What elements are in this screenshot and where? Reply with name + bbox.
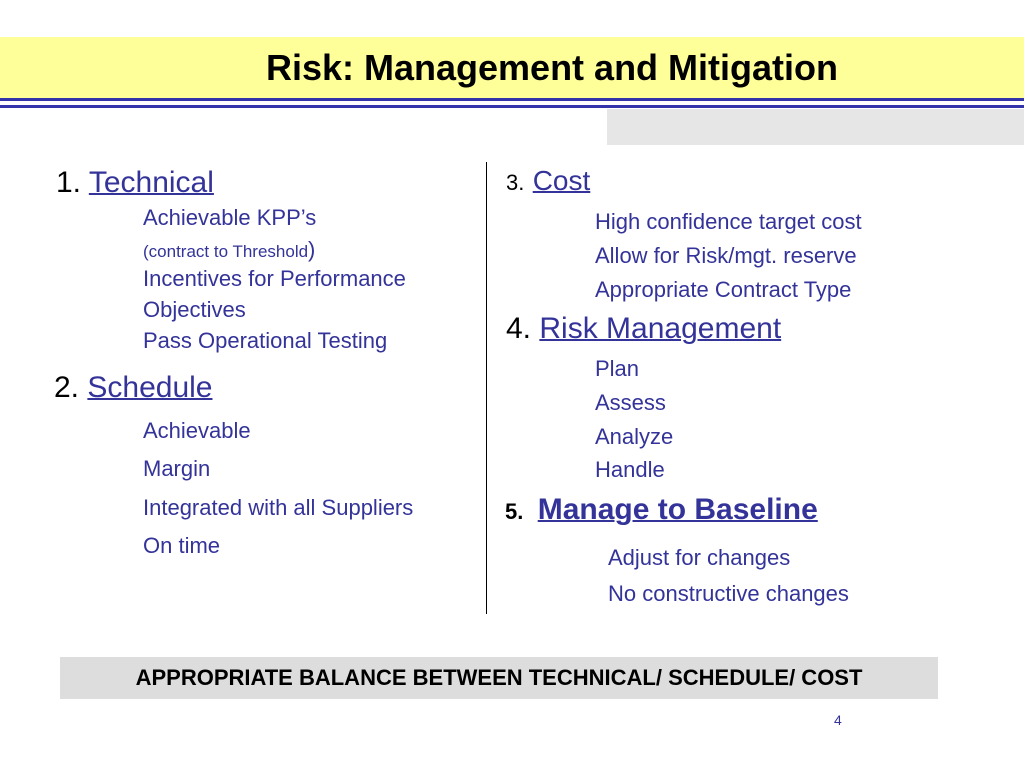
risk-item-assess: Assess bbox=[595, 390, 666, 415]
section-technical-label: Technical bbox=[88, 166, 214, 199]
page-number: 4 bbox=[834, 712, 842, 728]
baseline-item-adjust: Adjust for changes bbox=[608, 545, 791, 570]
cost-item-target: High confidence target cost bbox=[595, 209, 862, 234]
balance-banner: APPROPRIATE BALANCE BETWEEN TECHNICAL/ SCHEDULE/ COST bbox=[60, 657, 938, 699]
schedule-item-margin: Margin bbox=[143, 456, 211, 481]
section-number: 1. bbox=[56, 166, 82, 199]
section-baseline-heading bbox=[505, 493, 818, 529]
section-cost-heading bbox=[506, 164, 590, 200]
section-schedule-label: Schedule bbox=[87, 371, 213, 404]
technical-item-kpp: Achievable KPP’s bbox=[143, 205, 317, 230]
section-schedule-heading bbox=[54, 371, 212, 405]
schedule-item-suppliers: Integrated with all Suppliers bbox=[143, 495, 414, 520]
technical-item-incentives: Incentives for Performance bbox=[143, 266, 406, 291]
risk-item-plan: Plan bbox=[595, 356, 640, 381]
column-divider bbox=[486, 162, 487, 614]
cost-item-reserve: Allow for Risk/mgt. reserve bbox=[595, 243, 857, 268]
section-number: 5. bbox=[505, 499, 524, 524]
section-baseline-label: Manage to Baseline bbox=[537, 493, 818, 526]
gray-accent-bar bbox=[607, 109, 1024, 145]
baseline-item-noconstructive: No constructive changes bbox=[608, 581, 849, 606]
risk-item-analyze: Analyze bbox=[595, 424, 674, 449]
section-number: 3. bbox=[506, 170, 525, 195]
cost-item-contract: Appropriate Contract Type bbox=[595, 277, 852, 302]
section-number: 2. bbox=[54, 371, 80, 404]
section-risk-label: Risk Management bbox=[539, 312, 782, 345]
section-technical-heading bbox=[56, 166, 214, 200]
section-number: 4. bbox=[506, 312, 532, 345]
section-cost-label: Cost bbox=[532, 165, 591, 196]
title-rule-bottom bbox=[0, 105, 1024, 108]
title-rule-top bbox=[0, 98, 1024, 101]
schedule-item-ontime: On time bbox=[143, 533, 221, 558]
technical-item-contract: (contract to Threshold) bbox=[143, 237, 316, 262]
technical-item-testing: Pass Operational Testing bbox=[143, 328, 388, 353]
technical-item-objectives: Objectives bbox=[143, 297, 246, 322]
schedule-item-achievable: Achievable bbox=[143, 418, 251, 443]
risk-item-handle: Handle bbox=[595, 457, 665, 482]
slide-title: Risk: Management and Mitigation bbox=[265, 47, 839, 88]
section-risk-heading bbox=[506, 312, 781, 346]
